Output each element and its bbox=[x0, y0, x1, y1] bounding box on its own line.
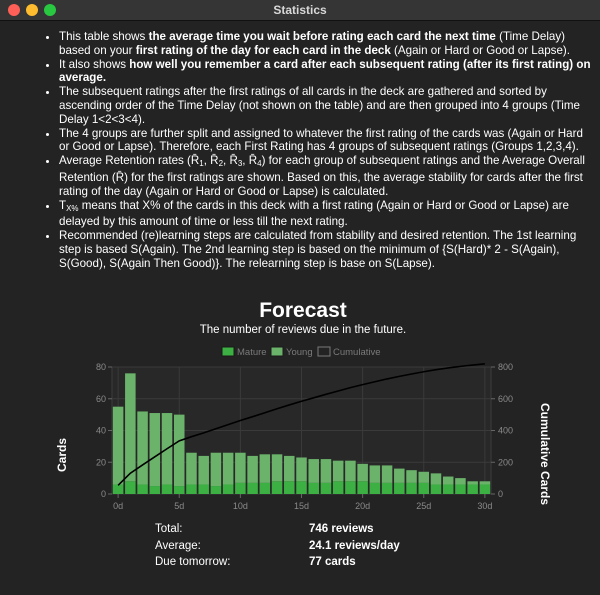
legend-swatch bbox=[318, 347, 330, 356]
text: (Time Delay) based on your bbox=[59, 30, 565, 57]
bar-mature bbox=[406, 483, 417, 494]
bar-young bbox=[370, 465, 381, 482]
legend-swatch bbox=[271, 347, 283, 356]
text: (Again or Hard or Good or Lapse). bbox=[390, 43, 570, 57]
bold-text: the average time you wait before rating each card the next time bbox=[148, 30, 496, 43]
description-item: • Average Retention rates ($R̄_1$, $R̄_2$, $R̄_3$, $R̄_4$) for each group of subsequent ratings and the Average Overall Retention (R̄) for the first ratings are shown. Based on this, the average stability for cards after the first rating of the day (Again or Hard or Good or Lapse) is calculated. bbox=[59, 154, 595, 198]
bar-young bbox=[284, 456, 295, 481]
bar-young bbox=[260, 454, 271, 483]
x-tick-label: 0d bbox=[113, 501, 124, 511]
left-axis-label: Cards bbox=[55, 438, 69, 473]
bar-mature bbox=[174, 486, 185, 494]
y-tick-label-right: 400 bbox=[498, 425, 514, 436]
bar-mature bbox=[467, 484, 478, 494]
stat-value: 77 cards bbox=[309, 556, 356, 568]
bar-mature bbox=[370, 483, 381, 494]
bar-mature bbox=[321, 483, 332, 494]
bar-mature bbox=[284, 481, 295, 494]
description-item: • The subsequent ratings after the first ratings of all cards in the deck are gathered and sorted by ascending order of the Time Delay (not shown on the table) and are then grouped into 4 groups (Time Delay 1<2<3<4). bbox=[59, 85, 595, 126]
bar-mature bbox=[443, 484, 454, 494]
bar-young bbox=[247, 456, 258, 483]
bar-mature bbox=[455, 484, 466, 494]
bar-young bbox=[296, 457, 307, 481]
bar-mature bbox=[394, 483, 405, 494]
stat-label: Total: bbox=[155, 523, 183, 535]
bar-young bbox=[125, 373, 136, 481]
window-title: Statistics bbox=[273, 3, 327, 17]
bar-mature bbox=[137, 484, 148, 494]
legend-label: Cumulative bbox=[333, 347, 381, 358]
y-tick-label-left: 0 bbox=[100, 489, 106, 499]
bar-mature bbox=[382, 483, 393, 494]
bar-young bbox=[113, 407, 124, 485]
bar-mature bbox=[113, 484, 124, 494]
y-tick-label-right: 200 bbox=[498, 457, 514, 468]
bar-mature bbox=[296, 481, 307, 494]
bar-young bbox=[174, 415, 185, 486]
y-tick-label-right: 800 bbox=[498, 362, 514, 372]
bar-young bbox=[333, 461, 344, 482]
bar-young bbox=[186, 453, 197, 485]
bar-young bbox=[150, 413, 161, 486]
forecast-title: Forecast bbox=[259, 299, 347, 322]
right-axis-label: Cumulative Cards bbox=[538, 402, 552, 506]
bar-young bbox=[467, 481, 478, 484]
stat-label: Average: bbox=[155, 539, 201, 552]
y-tick-label-left: 80 bbox=[95, 362, 106, 372]
text: This table shows bbox=[59, 30, 149, 43]
y-tick-label-right: 600 bbox=[498, 393, 514, 404]
bar-mature bbox=[150, 486, 161, 494]
legend-swatch bbox=[222, 347, 234, 356]
x-tick-label: 15d bbox=[293, 501, 310, 511]
bar-young bbox=[137, 411, 148, 484]
bar-young bbox=[272, 454, 283, 481]
legend-label: Mature bbox=[237, 347, 267, 358]
bar-young bbox=[235, 453, 246, 483]
bar-young bbox=[431, 473, 442, 484]
legend-label: Young bbox=[286, 347, 313, 358]
y-tick-label-left: 20 bbox=[95, 457, 106, 468]
bar-young bbox=[211, 453, 222, 486]
bar-young bbox=[321, 459, 332, 483]
bold-text: first rating of the day for each card in the deck bbox=[135, 43, 391, 57]
bar-young bbox=[419, 472, 430, 483]
y-tick-label-right: 0 bbox=[498, 489, 504, 499]
bar-young bbox=[223, 453, 234, 485]
stat-label: Due tomorrow: bbox=[155, 556, 231, 568]
bar-mature bbox=[431, 484, 442, 494]
bar-young bbox=[394, 469, 405, 483]
bar-mature bbox=[198, 484, 209, 494]
bar-mature bbox=[419, 483, 430, 494]
x-tick-label: 25d bbox=[416, 501, 432, 511]
bar-young bbox=[382, 465, 393, 482]
bar-young bbox=[455, 478, 466, 484]
bar-mature bbox=[480, 484, 491, 494]
description-item: • The 4 groups are further split and assigned to whatever the first rating of the cards was (Again or Hard or Good or Lapse). Therefore, each First Rating has 4 groups of subsequent ratings (Groups 1,2,3,4). bbox=[59, 127, 595, 155]
bar-young bbox=[480, 481, 491, 484]
bar-mature bbox=[125, 481, 136, 494]
stat-value: 24.1 reviews/day bbox=[309, 539, 400, 552]
y-tick-label-left: 40 bbox=[95, 425, 106, 436]
description-item: • $T_{X\%}$ means that X% of the cards in this deck with a first rating (Again or Hard or Good or Lapse) are delayed by this amount of time or less till the next rating. bbox=[59, 199, 595, 230]
stat-value: 746 reviews bbox=[309, 523, 374, 535]
bar-young bbox=[345, 461, 356, 482]
bar-young bbox=[198, 456, 209, 485]
bar-young bbox=[308, 459, 319, 483]
bar-mature bbox=[308, 483, 319, 494]
x-tick-label: 5d bbox=[174, 501, 185, 511]
bar-young bbox=[443, 477, 454, 485]
x-tick-label: 10d bbox=[232, 501, 248, 511]
x-tick-label: 30d bbox=[477, 501, 493, 511]
bar-mature bbox=[223, 484, 234, 494]
forecast-subtitle: The number of reviews due in the future. bbox=[199, 324, 407, 336]
bar-mature bbox=[247, 483, 258, 494]
bar-young bbox=[406, 470, 417, 483]
text: It also shows bbox=[59, 57, 130, 71]
bar-mature bbox=[357, 481, 368, 494]
bar-mature bbox=[345, 481, 356, 494]
x-tick-label: 20d bbox=[355, 501, 371, 511]
bar-mature bbox=[272, 481, 283, 494]
bar-mature bbox=[211, 486, 222, 494]
y-tick-label-left: 60 bbox=[95, 393, 106, 404]
bar-mature bbox=[333, 481, 344, 494]
bold-text: how well you remember a card after each subsequent rating (after its first rating) on average. bbox=[59, 57, 591, 85]
bar-mature bbox=[162, 484, 173, 494]
description-item: • Recommended (re)learning steps are calculated from stability and desired retention. The 1st learning step is based S(Again). The 2nd learning step is based on the minimum of {S(Hard)* 2 - S(Again), S(Good), S(Again Then Good)}. The relearning step is base on S(Lapse). bbox=[59, 229, 595, 270]
bar-mature bbox=[260, 483, 271, 494]
bar-mature bbox=[186, 484, 197, 494]
bar-mature bbox=[235, 483, 246, 494]
bar-young bbox=[357, 464, 368, 481]
